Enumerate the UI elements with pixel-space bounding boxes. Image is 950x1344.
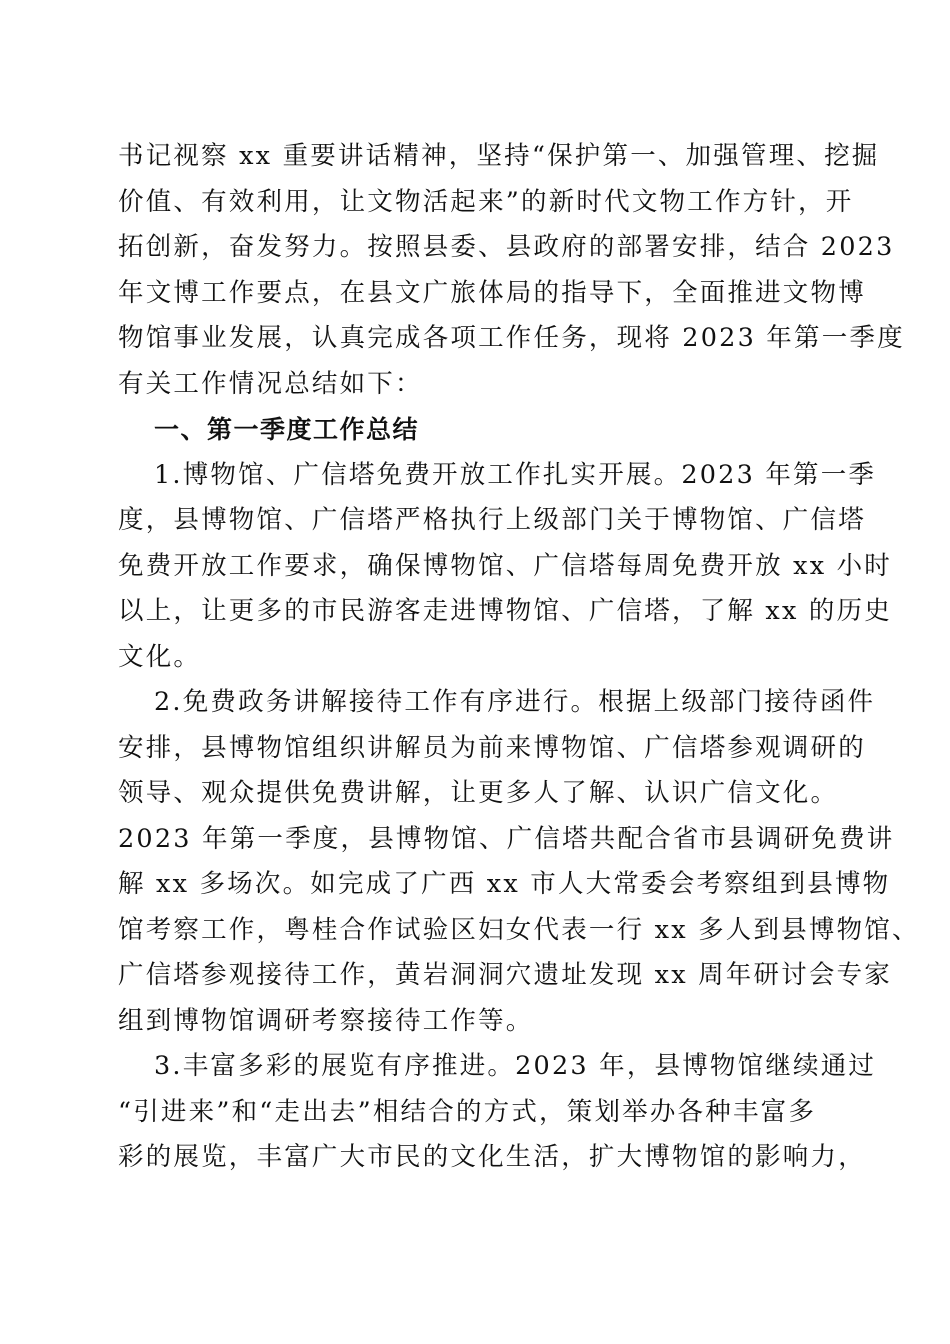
text-line: 3.丰富多彩的展览有序推进。2023 年，县博物馆继续通过 [154, 1051, 877, 1081]
text-line: 书记视察 xx 重要讲话精神，坚持“保护第一、加强管理、挖掘 [118, 141, 880, 171]
section-heading: 一、第一季度工作总结 [154, 415, 420, 444]
text-line: “引进来”和“走出去”相结合的方式，策划举办各种丰富多 [118, 1096, 817, 1127]
text-line: 安排，县博物馆组织讲解员为前来博物馆、广信塔参观调研的 [118, 732, 866, 763]
text-line: 2.免费政务讲解接待工作有序进行。根据上级部门接待函件 [154, 687, 876, 717]
text-line: 免费开放工作要求，确保博物馆、广信塔每周免费开放 xx 小时 [118, 550, 892, 581]
text-line: 1.博物馆、广信塔免费开放工作扎实开展。2023 年第一季 [154, 459, 877, 490]
item-3-paragraph [118, 1044, 877, 1181]
text-line: 文化。 [118, 641, 202, 672]
text-line: 馆考察工作，粤桂合作试验区妇女代表一行 xx 多人到县博物馆、 [118, 914, 920, 945]
item-1-paragraph [118, 453, 892, 681]
item-2-paragraph [118, 680, 920, 1044]
document-body [118, 134, 920, 1181]
text-line: 2023 年第一季度，县博物馆、广信塔共配合省市县调研免费讲 [118, 823, 895, 854]
intro-paragraph [118, 134, 905, 407]
text-line: 度，县博物馆、广信塔严格执行上级部门关于博物馆、广信塔 [118, 505, 866, 535]
text-line: 有关工作情况总结如下： [118, 368, 423, 399]
text-line: 价值、有效利用，让文物活起来”的新时代文物工作方针，开 [118, 186, 854, 217]
text-line: 组到博物馆调研考察接待工作等。 [118, 1005, 534, 1036]
text-line: 彩的展览，丰富广大市民的文化生活，扩大博物馆的影响力， [118, 1142, 866, 1172]
text-line: 领导、观众提供免费讲解，让更多人了解、认识广信文化。 [118, 778, 839, 808]
text-line: 物馆事业发展，认真完成各项工作任务，现将 2023 年第一季度 [118, 323, 905, 353]
text-line: 广信塔参观接待工作，黄岩洞洞穴遗址发现 xx 周年研讨会专家 [118, 960, 892, 990]
text-line: 解 xx 多场次。如完成了广西 xx 市人大常委会考察组到县博物 [118, 869, 891, 899]
text-line: 以上，让更多的市民游客走进博物馆、广信塔，了解 xx 的历史 [118, 596, 892, 626]
text-line: 拓创新，奋发努力。按照县委、县政府的部署安排，结合 2023 [118, 232, 895, 262]
section-heading-block [118, 407, 834, 453]
text-line: 年文博工作要点，在县文广旅体局的指导下，全面推进文物博 [118, 277, 866, 308]
